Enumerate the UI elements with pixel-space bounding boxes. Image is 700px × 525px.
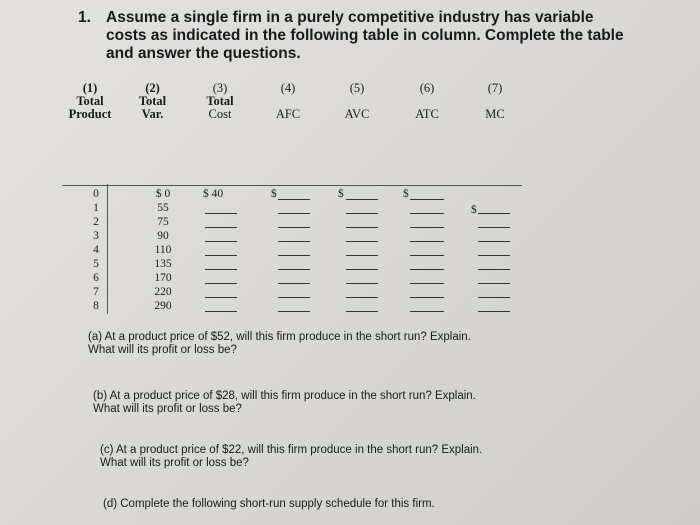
total-cost-blank-5	[205, 269, 237, 270]
col-number: (6)	[419, 81, 435, 95]
mc-blank-7	[478, 297, 510, 298]
col-label-line2: MC	[485, 107, 505, 121]
avc-dollar-sign: $	[338, 188, 344, 200]
atc-blank-8	[410, 311, 444, 312]
mc-blank-1	[478, 213, 510, 214]
output-6: 6	[93, 272, 99, 284]
atc-blank-6	[410, 283, 444, 284]
avc-blank-7	[346, 297, 378, 298]
col-header-total-product	[60, 82, 120, 121]
question-d	[103, 498, 623, 511]
total-cost-blank-2	[205, 227, 237, 228]
afc-blank-2	[278, 227, 310, 228]
afc-blank-4	[278, 255, 310, 256]
atc-blank-3	[410, 241, 444, 242]
col-number: (4)	[280, 81, 296, 95]
total-cost-blank-6	[205, 283, 237, 284]
total-cost-blank-1	[205, 213, 237, 214]
col-header-atc	[400, 82, 454, 121]
problem-number: 1.	[78, 9, 91, 26]
tvc-5: 135	[154, 258, 172, 270]
afc-blank-7	[278, 297, 310, 298]
question-c-line2: What will its profit or loss be?	[100, 457, 249, 469]
col-number: (1)	[82, 81, 98, 95]
atc-blank-0	[410, 199, 444, 200]
atc-blank-1	[410, 213, 444, 214]
question-a-line2: What will its profit or loss be?	[88, 344, 237, 356]
avc-blank-8	[346, 311, 378, 312]
output-4: 4	[93, 244, 99, 256]
avc-blank-5	[346, 269, 378, 270]
tvc-8: 290	[154, 300, 172, 312]
atc-blank-2	[410, 227, 444, 228]
avc-blank-4	[346, 255, 378, 256]
mc-dollar-sign: $	[471, 204, 477, 216]
question-c	[100, 444, 620, 470]
output-3: 3	[93, 230, 99, 242]
afc-blank-1	[278, 213, 310, 214]
afc-blank-6	[278, 283, 310, 284]
output-8: 8	[93, 300, 99, 312]
output-2: 2	[93, 216, 99, 228]
col-number: (3)	[212, 81, 228, 95]
output-5: 5	[93, 258, 99, 270]
question-c-line1: (c) At a product price of $22, will this firm produce in the short run? Explain.	[100, 444, 483, 456]
avc-blank-0	[346, 199, 378, 200]
avc-blank-2	[346, 227, 378, 228]
mc-blank-6	[478, 283, 510, 284]
output-0: 0	[93, 188, 99, 200]
question-d-line1: (d) Complete the following short-run supply schedule for this firm.	[103, 498, 435, 510]
total-cost-blank-4	[205, 255, 237, 256]
avc-blank-3	[346, 241, 378, 242]
mc-blank-8	[478, 311, 510, 312]
col-label-line1: Total	[206, 94, 234, 108]
table-divider	[107, 184, 108, 314]
col-header-total-cost	[192, 82, 248, 121]
col-label-line1: Total	[138, 94, 167, 108]
afc-blank-8	[278, 311, 310, 312]
afc-dollar-sign: $	[271, 188, 277, 200]
tvc-0: $ 0	[155, 188, 171, 200]
question-b-line2: What will its profit or loss be?	[93, 403, 242, 415]
question-b	[93, 390, 613, 416]
atc-blank-4	[410, 255, 444, 256]
col-label-line1: Total	[76, 94, 104, 108]
avc-blank-6	[346, 283, 378, 284]
mc-blank-5	[478, 269, 510, 270]
col-label-line2: AVC	[344, 107, 370, 121]
atc-blank-7	[410, 297, 444, 298]
col-label-line2: Product	[68, 107, 112, 121]
col-label-line2: AFC	[275, 107, 301, 121]
total-cost-blank-8	[205, 311, 237, 312]
table-top-rule	[62, 185, 522, 186]
afc-blank-3	[278, 241, 310, 242]
question-b-line1: (b) At a product price of $28, will this firm produce in the short run? Explain.	[93, 390, 476, 402]
atc-dollar-sign: $	[403, 188, 409, 200]
tvc-2: 75	[157, 216, 169, 228]
col-header-total-var	[125, 82, 180, 121]
atc-blank-5	[410, 269, 444, 270]
output-7: 7	[93, 286, 99, 298]
problem-text: Assume a single firm in a purely competitive industry has variable costs as indicated in the following table in column. Complete the table and answer the questions.	[106, 9, 624, 62]
question-a-line1: (a) At a product price of $52, will this firm produce in the short run? Explain.	[88, 331, 471, 343]
col-label-line2: ATC	[415, 107, 439, 121]
tvc-7: 220	[154, 286, 172, 298]
mc-blank-4	[478, 255, 510, 256]
afc-blank-5	[278, 269, 310, 270]
col-header-avc	[330, 82, 384, 121]
tvc-6: 170	[154, 272, 172, 284]
question-a	[88, 331, 608, 357]
col-header-afc	[263, 82, 313, 121]
avc-blank-1	[346, 213, 378, 214]
output-1: 1	[93, 202, 99, 214]
tvc-4: 110	[154, 244, 172, 256]
mc-blank-3	[478, 241, 510, 242]
col-number: (2)	[145, 81, 160, 95]
afc-blank-0	[278, 199, 310, 200]
total-cost-0: $ 40	[203, 188, 224, 200]
problem-statement	[78, 9, 638, 63]
col-number: (7)	[487, 81, 503, 95]
col-label-line2: Cost	[208, 107, 232, 121]
col-header-mc	[470, 82, 520, 121]
col-label-line2: Var.	[141, 107, 164, 121]
col-number: (5)	[349, 81, 365, 95]
tvc-1: 55	[157, 202, 169, 214]
total-cost-blank-3	[205, 241, 237, 242]
mc-blank-2	[478, 227, 510, 228]
tvc-3: 90	[157, 230, 169, 242]
total-cost-blank-7	[205, 297, 237, 298]
